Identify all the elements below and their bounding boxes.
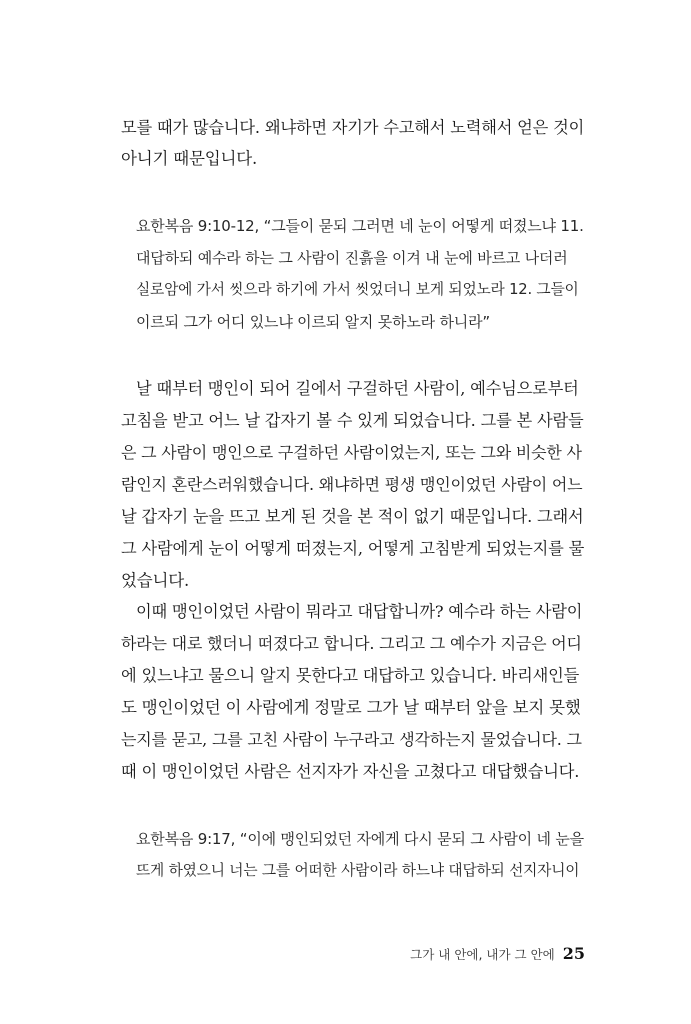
paragraph-2-line: 그 사람에게 눈이 어떻게 떠졌는지, 어떻게 고침받게 되었는지를 물 <box>121 539 585 558</box>
page-number: 25 <box>562 944 585 963</box>
quote-2-line: 요한복음 9:17, “이에 맹인되었던 자에게 다시 묻되 그 사람이 네 눈을 <box>136 830 584 848</box>
quote-1-line: 요한복음 9:10-12, “그들이 묻되 그러면 네 눈이 어떻게 떠졌느냐 11. <box>136 217 584 235</box>
paragraph-3-line: 이때 맹인이었던 사람이 뭐라고 대답합니까? 예수라 하는 사람이 <box>136 602 583 621</box>
paragraph-3-line: 에 있느냐고 물으니 알지 못한다고 대답하고 있습니다. 바리새인들 <box>121 666 580 685</box>
paragraph-3-line: 하라는 대로 했더니 떠졌다고 합니다. 그리고 그 예수가 지금은 어디 <box>121 634 582 653</box>
paragraph-2-line: 람인지 혼란스러워했습니다. 왜냐하면 평생 맹인이었던 사람이 어느 <box>121 475 583 494</box>
paragraph-3-line: 는지를 묻고, 그를 고친 사람이 누구라고 생각하는지 물었습니다. 그 <box>121 730 582 749</box>
paragraph-2-line: 고침을 받고 어느 날 갑자기 볼 수 있게 되었습니다. 그를 본 사람들 <box>121 411 584 430</box>
quote-1-line: 이르되 그가 어디 있느냐 이르되 알지 못하노라 하니라” <box>136 313 490 331</box>
paragraph-2-line: 날 갑자기 눈을 뜨고 보게 된 것을 본 적이 없기 때문입니다. 그래서 <box>121 507 584 526</box>
paragraph-3-line: 때 이 맹인이었던 사람은 선지자가 자신을 고쳤다고 대답했습니다. <box>121 762 580 781</box>
quote-1-line: 대답하되 예수라 하는 그 사람이 진흙을 이겨 내 눈에 바르고 나더러 <box>136 249 568 267</box>
paragraph-2-line: 었습니다. <box>121 571 190 590</box>
paragraph-1-line: 아니기 때문입니다. <box>121 149 258 168</box>
paragraph-3-line: 도 맹인이었던 이 사람에게 정말로 그가 날 때부터 앞을 보지 못했 <box>121 698 581 717</box>
paragraph-2-line: 날 때부터 맹인이 되어 길에서 구걸하던 사람이, 예수님으로부터 <box>136 379 579 398</box>
paragraph-1-line: 모를 때가 많습니다. 왜냐하면 자기가 수고해서 노력해서 얻은 것이 <box>121 118 585 137</box>
quote-2-line: 뜨게 하였으니 너는 그를 어떠한 사람이라 하느냐 대답하되 선지자니이 <box>136 862 580 879</box>
paragraph-2-line: 은 그 사람이 맹인으로 구걸하던 사람이었는지, 또는 그와 비슷한 사 <box>121 443 582 462</box>
running-title: 그가 내 안에, 내가 그 안에 <box>410 947 555 962</box>
quote-1-line: 실로암에 가서 씻으라 하기에 가서 씻었더니 보게 되었노라 12. 그들이 <box>136 281 579 298</box>
page-footer <box>410 944 585 963</box>
